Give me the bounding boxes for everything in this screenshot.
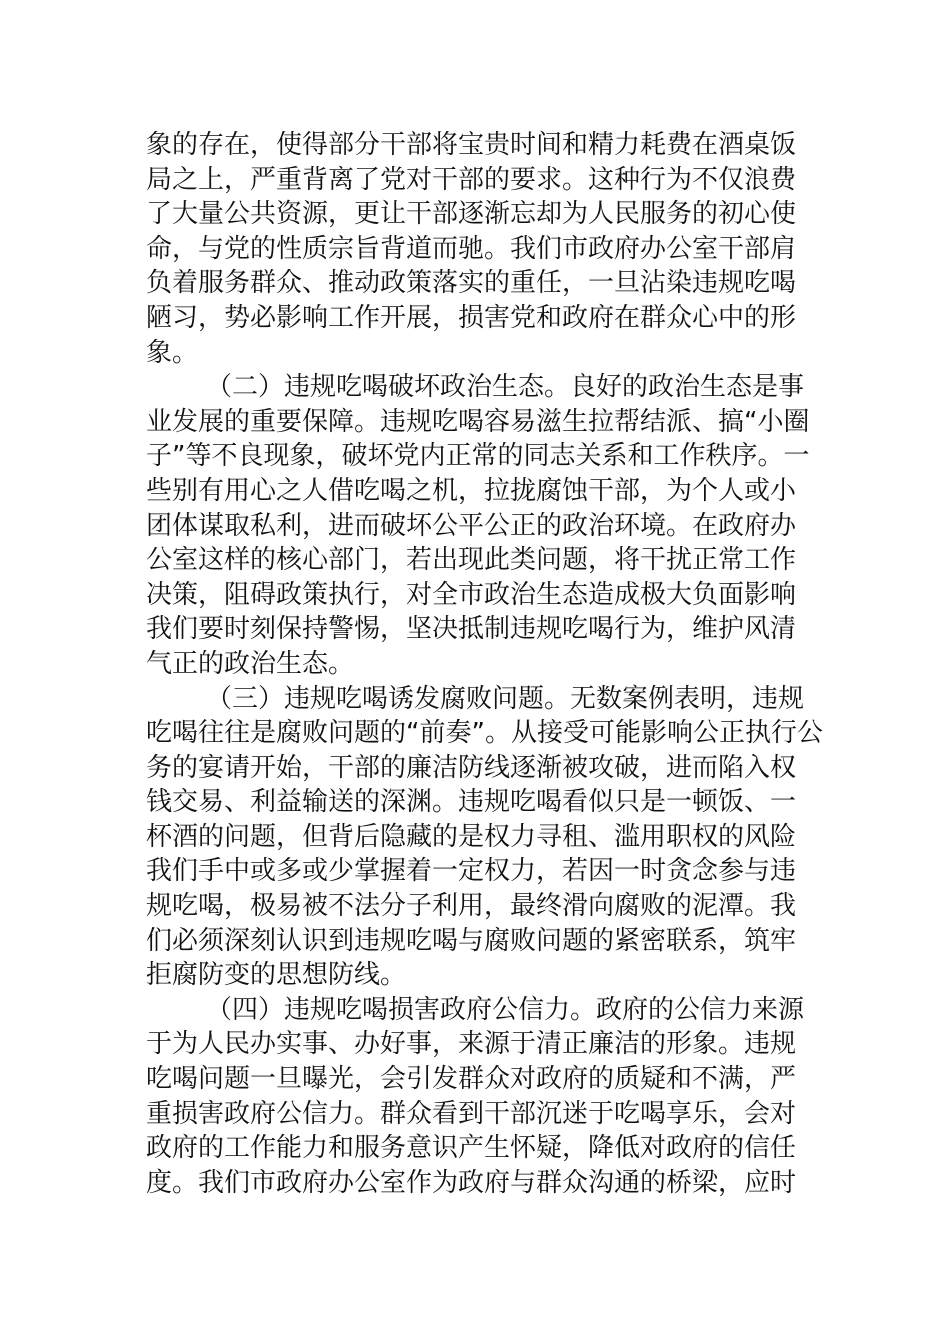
text-line: 吃喝问题一旦曝光，会引发群众对政府的质疑和不满，严 <box>146 1064 797 1095</box>
text-line: 我们手中或多或少掌握着一定权力，若因一时贪念参与违 <box>146 856 797 887</box>
text-line: 务的宴请开始，干部的廉洁防线逐渐被攻破，进而陷入权 <box>146 752 797 783</box>
text-line: 决策，阻碍政策执行，对全市政治生态造成极大负面影响 <box>146 579 797 610</box>
text-line: 拒腐防变的思想防线。 <box>146 960 407 991</box>
text-line: 们必须深刻认识到违规吃喝与腐败问题的紧密联系，筑牢 <box>146 925 797 956</box>
text-line: 陋习，势必影响工作开展，损害党和政府在群众心中的形 <box>146 302 797 333</box>
text-line: 重损害政府公信力。群众看到干部沉迷于吃喝享乐，会对 <box>146 1098 797 1129</box>
text-line: 政府的工作能力和服务意识产生怀疑，降低对政府的信任 <box>146 1133 797 1164</box>
text-line: 些别有用心之人借吃喝之机，拉拢腐蚀干部，为个人或小 <box>146 475 797 506</box>
text-line: 杯酒的问题，但背后隐藏的是权力寻租、滥用职权的风险 <box>146 821 797 852</box>
text-line: （三）违规吃喝诱发腐败问题。无数案例表明，违规 <box>206 683 805 714</box>
text-line: 吃喝往往是腐败问题的“前奏”。从接受可能影响公正执行公 <box>146 718 823 749</box>
text-line: 气正的政治生态。 <box>146 648 355 679</box>
text-line: 子”等不良现象，破坏党内正常的同志关系和工作秩序。一 <box>146 441 810 472</box>
text-line: 规吃喝，极易被不法分子利用，最终滑向腐败的泥潭。我 <box>146 891 797 922</box>
text-line: 象。 <box>146 337 199 368</box>
text-line: （四）违规吃喝损害政府公信力。政府的公信力来源 <box>206 994 805 1025</box>
document-body <box>146 128 823 1200</box>
text-line: 钱交易、利益输送的深渊。违规吃喝看似只是一顿饭、一 <box>146 787 797 818</box>
text-line: 团体谋取私利，进而破坏公平公正的政治环境。在政府办 <box>146 510 797 541</box>
text-line: 命，与党的性质宗旨背道而驰。我们市政府办公室干部肩 <box>146 233 797 264</box>
text-line: 公室这样的核心部门，若出现此类问题，将干扰正常工作 <box>146 545 797 576</box>
text-line: 于为人民办实事、办好事，来源于清正廉洁的形象。违规 <box>146 1029 797 1060</box>
text-line: （二）违规吃喝破坏政治生态。良好的政治生态是事 <box>206 372 805 403</box>
text-line: 我们要时刻保持警惕，坚决抵制违规吃喝行为，维护风清 <box>146 614 797 645</box>
text-line: 了大量公共资源，更让干部逐渐忘却为人民服务的初心使 <box>146 199 797 230</box>
text-line: 度。我们市政府办公室作为政府与群众沟通的桥梁，应时 <box>146 1167 797 1198</box>
text-line: 象的存在，使得部分干部将宝贵时间和精力耗费在酒桌饭 <box>146 130 797 160</box>
text-line: 局之上，严重背离了党对干部的要求。这种行为不仅浪费 <box>146 164 797 195</box>
text-line: 负着服务群众、推动政策落实的重任，一旦沾染违规吃喝 <box>146 268 797 299</box>
text-line: 业发展的重要保障。违规吃喝容易滋生拉帮结派、搞“小圈 <box>146 406 810 437</box>
